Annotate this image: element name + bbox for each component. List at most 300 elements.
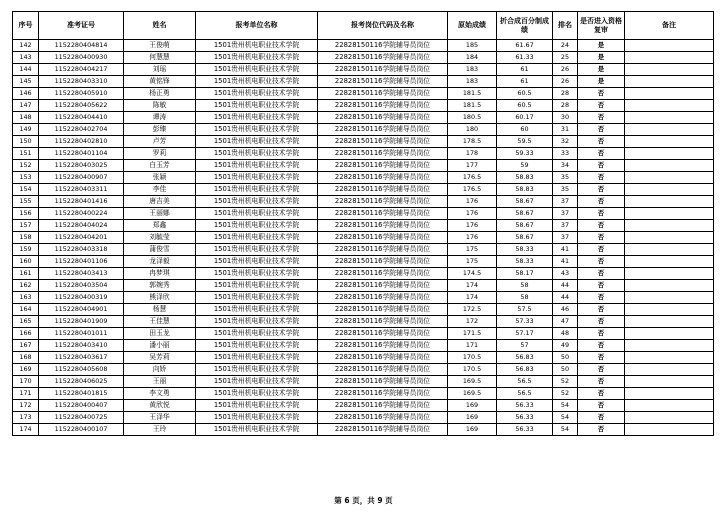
cell-remark (625, 400, 714, 412)
cell-unit: 1501贵州机电职业技术学院 (196, 40, 318, 52)
cell-seq: 162 (13, 280, 39, 292)
cell-seq: 145 (13, 76, 39, 88)
cell-seq: 158 (13, 232, 39, 244)
cell-seq: 163 (13, 292, 39, 304)
cell-raw-score: 175 (448, 256, 497, 268)
cell-unit: 1501贵州机电职业技术学院 (196, 172, 318, 184)
cell-remark (625, 328, 714, 340)
cell-position: 22828150116学院辅导员岗位 (318, 352, 448, 364)
cell-exam-no: 1152280403025 (39, 160, 124, 172)
cell-exam-no: 1152280400725 (39, 412, 124, 424)
cell-converted-score: 58.67 (497, 232, 553, 244)
cell-name: 王丽娜 (124, 208, 196, 220)
cell-name: 黄欣悦 (124, 400, 196, 412)
cell-position: 22828150116学院辅导员岗位 (318, 244, 448, 256)
cell-raw-score: 177 (448, 160, 497, 172)
cell-name: 杨慧 (124, 304, 196, 316)
cell-exam-no: 1152280402704 (39, 124, 124, 136)
cell-rank: 54 (553, 424, 578, 436)
cell-raw-score: 169 (448, 400, 497, 412)
cell-review: 否 (578, 256, 625, 268)
cell-exam-no: 1152280400319 (39, 292, 124, 304)
cell-review: 否 (578, 364, 625, 376)
cell-position: 22828150116学院辅导员岗位 (318, 376, 448, 388)
cell-unit: 1501贵州机电职业技术学院 (196, 100, 318, 112)
col-header-converted-text: 折合成百分制成绩 (500, 17, 549, 34)
table-row (13, 160, 714, 172)
cell-unit: 1501贵州机电职业技术学院 (196, 124, 318, 136)
cell-name: 刘毓莹 (124, 232, 196, 244)
cell-converted-score: 59 (497, 160, 553, 172)
cell-review: 否 (578, 424, 625, 436)
cell-name: 王玲 (124, 424, 196, 436)
cell-position: 22828150116学院辅导员岗位 (318, 88, 448, 100)
table-row (13, 400, 714, 412)
cell-rank: 37 (553, 208, 578, 220)
cell-converted-score: 58.67 (497, 196, 553, 208)
cell-converted-score: 61.33 (497, 52, 553, 64)
cell-converted-score: 60.17 (497, 112, 553, 124)
cell-exam-no: 1152280401104 (39, 148, 124, 160)
cell-converted-score: 58.33 (497, 244, 553, 256)
cell-name: 罗莉 (124, 148, 196, 160)
cell-remark (625, 112, 714, 124)
cell-remark (625, 88, 714, 100)
cell-converted-score: 56.33 (497, 400, 553, 412)
cell-seq: 149 (13, 124, 39, 136)
cell-review: 否 (578, 340, 625, 352)
cell-position: 22828150116学院辅导员岗位 (318, 172, 448, 184)
cell-seq: 154 (13, 184, 39, 196)
cell-name: 王佳慧 (124, 316, 196, 328)
cell-review: 否 (578, 316, 625, 328)
cell-exam-no: 1152280400107 (39, 424, 124, 436)
cell-raw-score: 185 (448, 40, 497, 52)
cell-name: 谭涛 (124, 112, 196, 124)
cell-converted-score: 57 (497, 340, 553, 352)
cell-rank: 26 (553, 64, 578, 76)
cell-rank: 35 (553, 172, 578, 184)
table-row (13, 208, 714, 220)
header-row (13, 12, 714, 40)
cell-seq: 170 (13, 376, 39, 388)
cell-review: 否 (578, 388, 625, 400)
cell-review: 否 (578, 292, 625, 304)
table-row (13, 136, 714, 148)
table-row (13, 292, 714, 304)
cell-unit: 1501贵州机电职业技术学院 (196, 256, 318, 268)
cell-remark (625, 244, 714, 256)
cell-converted-score: 56.83 (497, 352, 553, 364)
table-row (13, 124, 714, 136)
table-row (13, 244, 714, 256)
cell-seq: 171 (13, 388, 39, 400)
cell-seq: 157 (13, 220, 39, 232)
cell-raw-score: 174.5 (448, 268, 497, 280)
cell-review: 是 (578, 52, 625, 64)
cell-raw-score: 171.5 (448, 328, 497, 340)
cell-converted-score: 56.33 (497, 424, 553, 436)
cell-review: 否 (578, 148, 625, 160)
cell-remark (625, 172, 714, 184)
cell-review: 否 (578, 328, 625, 340)
cell-name: 向娇 (124, 364, 196, 376)
cell-remark (625, 340, 714, 352)
cell-raw-score: 180.5 (448, 112, 497, 124)
cell-seq: 166 (13, 328, 39, 340)
cell-exam-no: 1152280400907 (39, 172, 124, 184)
cell-position: 22828150116学院辅导员岗位 (318, 184, 448, 196)
score-table (12, 11, 714, 436)
cell-exam-no: 1152280400407 (39, 400, 124, 412)
cell-position: 22828150116学院辅导员岗位 (318, 64, 448, 76)
cell-unit: 1501贵州机电职业技术学院 (196, 424, 318, 436)
cell-remark (625, 376, 714, 388)
cell-exam-no: 1152280401011 (39, 328, 124, 340)
cell-unit: 1501贵州机电职业技术学院 (196, 364, 318, 376)
cell-exam-no: 1152280403318 (39, 244, 124, 256)
cell-seq: 151 (13, 148, 39, 160)
cell-review: 否 (578, 172, 625, 184)
cell-review: 否 (578, 100, 625, 112)
table-row (13, 340, 714, 352)
cell-review: 否 (578, 196, 625, 208)
cell-name: 卢芳 (124, 136, 196, 148)
table-row (13, 220, 714, 232)
cell-rank: 52 (553, 388, 578, 400)
table-row (13, 424, 714, 436)
cell-rank: 26 (553, 76, 578, 88)
cell-converted-score: 59.33 (497, 148, 553, 160)
cell-converted-score: 58.17 (497, 268, 553, 280)
cell-converted-score: 56.5 (497, 376, 553, 388)
cell-rank: 34 (553, 160, 578, 172)
cell-review: 否 (578, 412, 625, 424)
table-row (13, 148, 714, 160)
cell-remark (625, 208, 714, 220)
cell-remark (625, 64, 714, 76)
cell-converted-score: 58.33 (497, 256, 553, 268)
cell-unit: 1501贵州机电职业技术学院 (196, 76, 318, 88)
col-header-remark: 备注 (625, 12, 714, 40)
cell-position: 22828150116学院辅导员岗位 (318, 316, 448, 328)
cell-remark (625, 148, 714, 160)
cell-position: 22828150116学院辅导员岗位 (318, 52, 448, 64)
cell-seq: 153 (13, 172, 39, 184)
cell-remark (625, 256, 714, 268)
cell-review: 否 (578, 304, 625, 316)
cell-position: 22828150116学院辅导员岗位 (318, 124, 448, 136)
cell-unit: 1501贵州机电职业技术学院 (196, 52, 318, 64)
cell-converted-score: 58 (497, 280, 553, 292)
cell-unit: 1501贵州机电职业技术学院 (196, 388, 318, 400)
cell-seq: 172 (13, 400, 39, 412)
col-header-position: 报考岗位代码及名称 (318, 12, 448, 40)
cell-converted-score: 59.5 (497, 136, 553, 148)
cell-name: 郑鑫 (124, 220, 196, 232)
table-row (13, 412, 714, 424)
cell-raw-score: 169 (448, 412, 497, 424)
cell-position: 22828150116学院辅导员岗位 (318, 340, 448, 352)
cell-rank: 30 (553, 112, 578, 124)
cell-name: 李佳 (124, 184, 196, 196)
cell-name: 张颖 (124, 172, 196, 184)
table-row (13, 388, 714, 400)
cell-rank: 41 (553, 244, 578, 256)
cell-position: 22828150116学院辅导员岗位 (318, 76, 448, 88)
cell-exam-no: 1152280403310 (39, 76, 124, 88)
cell-raw-score: 181.5 (448, 88, 497, 100)
cell-remark (625, 100, 714, 112)
cell-converted-score: 58.67 (497, 220, 553, 232)
cell-exam-no: 1152280403617 (39, 352, 124, 364)
cell-remark (625, 268, 714, 280)
cell-name: 冉梦琪 (124, 268, 196, 280)
cell-exam-no: 1152280400224 (39, 208, 124, 220)
cell-rank: 49 (553, 340, 578, 352)
cell-unit: 1501贵州机电职业技术学院 (196, 196, 318, 208)
table-row (13, 196, 714, 208)
cell-seq: 143 (13, 52, 39, 64)
cell-converted-score: 56.5 (497, 388, 553, 400)
cell-position: 22828150116学院辅导员岗位 (318, 256, 448, 268)
table-row (13, 376, 714, 388)
cell-review: 否 (578, 376, 625, 388)
cell-remark (625, 280, 714, 292)
cell-position: 22828150116学院辅导员岗位 (318, 40, 448, 52)
col-header-exam-no: 准考证号 (39, 12, 124, 40)
cell-unit: 1501贵州机电职业技术学院 (196, 376, 318, 388)
cell-position: 22828150116学院辅导员岗位 (318, 196, 448, 208)
cell-name: 陈敏 (124, 100, 196, 112)
cell-remark (625, 76, 714, 88)
cell-review: 否 (578, 88, 625, 100)
cell-seq: 147 (13, 100, 39, 112)
cell-remark (625, 40, 714, 52)
cell-name: 黄铭锋 (124, 76, 196, 88)
cell-name: 王泽华 (124, 412, 196, 424)
cell-rank: 24 (553, 40, 578, 52)
cell-raw-score: 176 (448, 208, 497, 220)
cell-seq: 152 (13, 160, 39, 172)
cell-rank: 28 (553, 88, 578, 100)
cell-seq: 142 (13, 40, 39, 52)
cell-name: 蒲俊雪 (124, 244, 196, 256)
cell-unit: 1501贵州机电职业技术学院 (196, 244, 318, 256)
table-row (13, 280, 714, 292)
cell-position: 22828150116学院辅导员岗位 (318, 208, 448, 220)
cell-remark (625, 196, 714, 208)
cell-seq: 156 (13, 208, 39, 220)
cell-remark (625, 352, 714, 364)
cell-converted-score: 60 (497, 124, 553, 136)
table-row (13, 232, 714, 244)
table-row (13, 256, 714, 268)
cell-seq: 150 (13, 136, 39, 148)
table-row (13, 364, 714, 376)
cell-rank: 37 (553, 196, 578, 208)
cell-exam-no: 1152280402810 (39, 136, 124, 148)
col-header-review (578, 12, 625, 40)
cell-rank: 54 (553, 412, 578, 424)
cell-exam-no: 1152280400930 (39, 52, 124, 64)
cell-remark (625, 124, 714, 136)
cell-review: 否 (578, 280, 625, 292)
cell-converted-score: 57.17 (497, 328, 553, 340)
cell-raw-score: 169 (448, 424, 497, 436)
cell-exam-no: 1152280403413 (39, 268, 124, 280)
cell-rank: 37 (553, 232, 578, 244)
cell-remark (625, 52, 714, 64)
cell-name: 王丽 (124, 376, 196, 388)
cell-remark (625, 364, 714, 376)
cell-converted-score: 58.83 (497, 172, 553, 184)
cell-unit: 1501贵州机电职业技术学院 (196, 340, 318, 352)
cell-raw-score: 176.5 (448, 172, 497, 184)
cell-raw-score: 178 (448, 148, 497, 160)
table-row (13, 40, 714, 52)
cell-unit: 1501贵州机电职业技术学院 (196, 136, 318, 148)
cell-raw-score: 174 (448, 292, 497, 304)
cell-unit: 1501贵州机电职业技术学院 (196, 208, 318, 220)
cell-review: 是 (578, 76, 625, 88)
cell-name: 何慧慧 (124, 52, 196, 64)
cell-converted-score: 58.67 (497, 208, 553, 220)
cell-converted-score: 57.33 (497, 316, 553, 328)
cell-rank: 50 (553, 352, 578, 364)
cell-position: 22828150116学院辅导员岗位 (318, 292, 448, 304)
cell-exam-no: 1152280401416 (39, 196, 124, 208)
table-row (13, 316, 714, 328)
table-row (13, 100, 714, 112)
table-row (13, 268, 714, 280)
table-row (13, 52, 714, 64)
cell-raw-score: 172.5 (448, 304, 497, 316)
cell-review: 是 (578, 40, 625, 52)
cell-review: 否 (578, 112, 625, 124)
cell-position: 22828150116学院辅导员岗位 (318, 304, 448, 316)
cell-remark (625, 136, 714, 148)
cell-remark (625, 160, 714, 172)
cell-review: 否 (578, 208, 625, 220)
cell-unit: 1501贵州机电职业技术学院 (196, 328, 318, 340)
cell-name: 刘瑶 (124, 64, 196, 76)
table-row (13, 88, 714, 100)
cell-exam-no: 1152280403504 (39, 280, 124, 292)
cell-remark (625, 412, 714, 424)
cell-review: 否 (578, 352, 625, 364)
cell-unit: 1501贵州机电职业技术学院 (196, 112, 318, 124)
cell-unit: 1501贵州机电职业技术学院 (196, 280, 318, 292)
table-row (13, 304, 714, 316)
cell-rank: 44 (553, 292, 578, 304)
cell-converted-score: 61.67 (497, 40, 553, 52)
table-row (13, 112, 714, 124)
cell-rank: 50 (553, 364, 578, 376)
cell-name: 郭婉秀 (124, 280, 196, 292)
cell-rank: 32 (553, 136, 578, 148)
cell-rank: 28 (553, 100, 578, 112)
cell-position: 22828150116学院辅导员岗位 (318, 388, 448, 400)
cell-remark (625, 292, 714, 304)
cell-review: 否 (578, 124, 625, 136)
table-row (13, 328, 714, 340)
cell-raw-score: 180 (448, 124, 497, 136)
cell-position: 22828150116学院辅导员岗位 (318, 424, 448, 436)
cell-unit: 1501贵州机电职业技术学院 (196, 184, 318, 196)
cell-position: 22828150116学院辅导员岗位 (318, 148, 448, 160)
cell-converted-score: 58.83 (497, 184, 553, 196)
cell-exam-no: 1152280401909 (39, 316, 124, 328)
cell-name: 杨正勇 (124, 88, 196, 100)
cell-raw-score: 183 (448, 76, 497, 88)
cell-raw-score: 176 (448, 220, 497, 232)
cell-exam-no: 1152280404901 (39, 304, 124, 316)
cell-seq: 173 (13, 412, 39, 424)
cell-raw-score: 176 (448, 232, 497, 244)
cell-unit: 1501贵州机电职业技术学院 (196, 268, 318, 280)
cell-unit: 1501贵州机电职业技术学院 (196, 160, 318, 172)
cell-converted-score: 61 (497, 64, 553, 76)
table-row (13, 172, 714, 184)
cell-exam-no: 1152280404217 (39, 64, 124, 76)
cell-remark (625, 304, 714, 316)
col-header-seq: 序号 (13, 12, 39, 40)
cell-raw-score: 178.5 (448, 136, 497, 148)
cell-position: 22828150116学院辅导员岗位 (318, 160, 448, 172)
cell-converted-score: 56.83 (497, 364, 553, 376)
cell-remark (625, 184, 714, 196)
cell-rank: 35 (553, 184, 578, 196)
col-header-converted-score (497, 12, 553, 40)
cell-rank: 37 (553, 220, 578, 232)
col-header-raw-score: 原始成绩 (448, 12, 497, 40)
cell-review: 否 (578, 184, 625, 196)
cell-raw-score: 169.5 (448, 376, 497, 388)
cell-rank: 52 (553, 376, 578, 388)
cell-name: 潘小丽 (124, 340, 196, 352)
cell-raw-score: 172 (448, 316, 497, 328)
cell-seq: 169 (13, 364, 39, 376)
table-body (13, 40, 714, 436)
cell-raw-score: 171 (448, 340, 497, 352)
cell-exam-no: 1152280403311 (39, 184, 124, 196)
cell-exam-no: 1152280404814 (39, 40, 124, 52)
cell-seq: 164 (13, 304, 39, 316)
cell-position: 22828150116学院辅导员岗位 (318, 220, 448, 232)
cell-raw-score: 175 (448, 244, 497, 256)
table-row (13, 352, 714, 364)
cell-exam-no: 1152280406025 (39, 376, 124, 388)
cell-rank: 46 (553, 304, 578, 316)
cell-remark (625, 424, 714, 436)
col-header-review-text: 是否进入资格复审 (580, 17, 622, 34)
cell-unit: 1501贵州机电职业技术学院 (196, 304, 318, 316)
table-row (13, 64, 714, 76)
cell-rank: 43 (553, 268, 578, 280)
cell-converted-score: 61 (497, 76, 553, 88)
cell-unit: 1501贵州机电职业技术学院 (196, 400, 318, 412)
cell-raw-score: 170.5 (448, 364, 497, 376)
cell-review: 否 (578, 400, 625, 412)
cell-seq: 155 (13, 196, 39, 208)
cell-exam-no: 1152280404201 (39, 232, 124, 244)
cell-rank: 47 (553, 316, 578, 328)
cell-rank: 48 (553, 328, 578, 340)
col-header-name: 姓名 (124, 12, 196, 40)
cell-rank: 31 (553, 124, 578, 136)
cell-exam-no: 1152280405622 (39, 100, 124, 112)
